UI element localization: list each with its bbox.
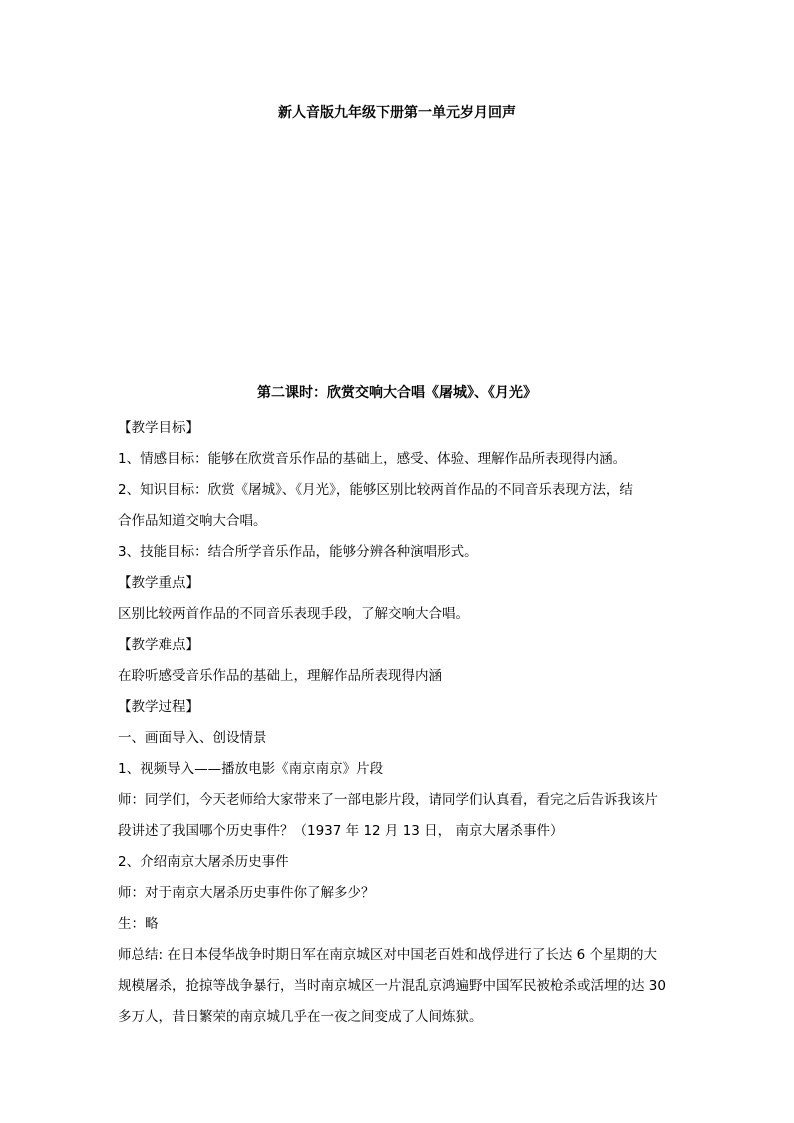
process-substep-history: 2、介绍南京大屠杀历史事件 xyxy=(118,854,289,870)
teacher-line-continued: 段讲述了我国哪个历史事件？（1937 年 12 月 13 日， 南京大屠杀事件） xyxy=(118,823,564,839)
document-body xyxy=(118,413,680,1033)
document-title: 新人音版九年级下册第一单元岁月回声 xyxy=(278,105,516,121)
objective-emotion: 1、情感目标：能够在欣赏音乐作品的基础上，感受、体验、理解作品所表现得内涵。 xyxy=(118,451,627,467)
difficulties-text: 在聆听感受音乐作品的基础上，理解作品所表现得内涵 xyxy=(118,668,442,684)
process-substep-video: 1、视频导入——播放电影《南京南京》片段 xyxy=(118,761,384,777)
teacher-line: 师：同学们，今天老师给大家带来了一部电影片段，请同学们认真看，看完之后告诉我该片 xyxy=(118,792,658,808)
section-heading-difficulties: 【教学难点】 xyxy=(118,637,199,653)
key-points-text: 区别比较两首作品的不同音乐表现手段，了解交响大合唱。 xyxy=(118,606,469,622)
student-answer: 生：略 xyxy=(118,916,159,932)
section-heading-objectives: 【教学目标】 xyxy=(118,420,199,436)
teacher-summary: 师总结: 在日本侵华战争时期日军在南京城区对中国老百姓和战俘进行了长达 6 个星期的大 xyxy=(118,947,658,963)
lesson-title: 第二课时：欣赏交响大合唱《屠城》、《月光》 xyxy=(257,385,537,401)
teacher-summary-end: 多万人，昔日繁荣的南京城几乎在一夜之间变成了人间炼狱。 xyxy=(118,1009,483,1025)
section-heading-key-points: 【教学重点】 xyxy=(118,575,199,591)
section-heading-process: 【教学过程】 xyxy=(118,699,199,715)
objective-skill: 3、技能目标：结合所学音乐作品，能够分辨各种演唱形式。 xyxy=(118,544,478,560)
teacher-question: 师：对于南京大屠杀历史事件你了解多少？ xyxy=(118,885,375,901)
teacher-summary-continued: 规模屠杀，抢掠等战争暴行，当时南京城区一片混乱京鸿遍野中国军民被枪杀或活埋的达 30 xyxy=(118,978,666,994)
process-step-1: 一、画面导入、创设情景 xyxy=(118,730,267,746)
objective-knowledge-continued: 合作品知道交响大合唱。 xyxy=(118,513,267,529)
objective-knowledge: 2、知识目标：欣赏《屠城》、《月光》，能够区别比较两首作品的不同音乐表现方法，结 xyxy=(118,482,633,498)
